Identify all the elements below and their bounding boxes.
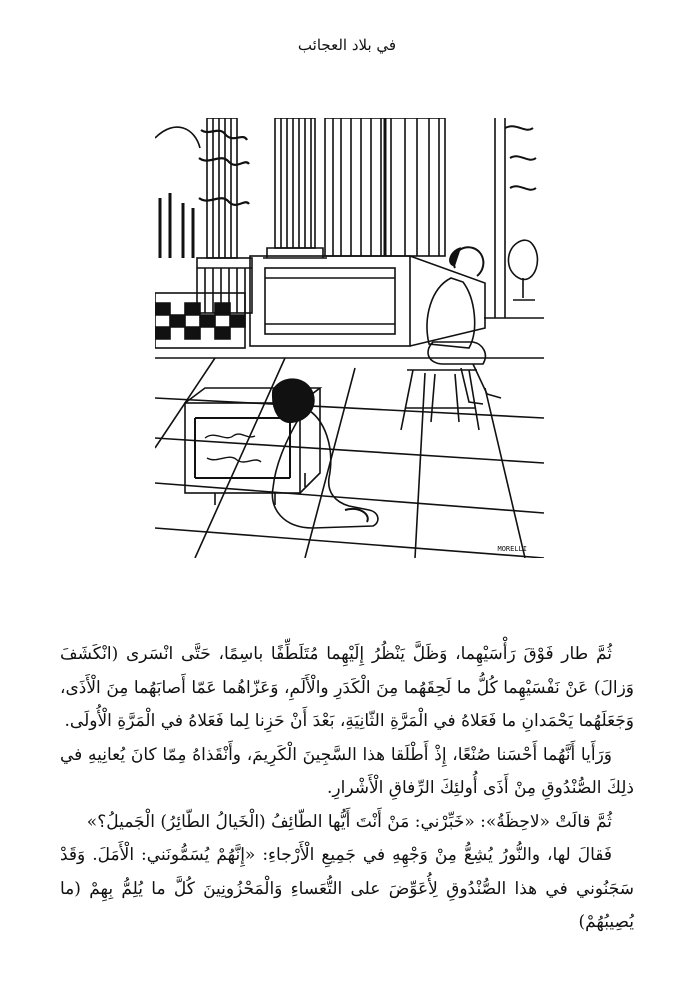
paragraph-4: فَقالَ لها، والنُّورُ يُشِعُّ مِنْ وَجْهِهِ في جَمِيعِ الْأَرْجاءِ: «إِنَّهُمْ يُسَمُّونَني: الْأَمَلَ. وَقَدْ سَجَنُوني في هذا الصُّنْدُوقِ لِأُعَوِّضَ على التُّعَساءِ وَالْمَحْزُونِينَ كُلَّ ما يُلِمُّ بِهِمْ (ما يُصِيبُهُمْ) [60,845,634,932]
illustration [155,118,544,558]
paragraph-1: ثُمَّ طار فَوْقَ رَأْسَيْهِما، وَظَلَّ يَنْظُرُ إِلَيْهِما مُتَلَطِّفًا باسِمًا، حَتَّى انْسَرى (انْكَشَفَ وَزالَ) عَنْ نَفْسَيْهِما كُلُّ ما لَحِقَهُما مِنَ الْكَدَرِ والْأَلَمِ، وَعَزّاهُما عَمّا أَصابَهُما مِنَ الْأَذَى، وَجَعَلَهُما يَحْمَدانِ ما فَعَلاهُ في الْمَرَّةِ الثّانِيَةِ، بَعْدَ أَنْ حَزِنا لِما فَعَلاهُ في الْمَرَّةِ الْأُولَى. [60,644,634,731]
illustration-signature: MORELLI [497,545,527,553]
running-head: في بلاد العجائب [297,36,397,54]
body-text [60,638,634,940]
illustration-drawing [155,118,544,558]
paragraph-3: ثُمَّ قالَتْ «لاحِظَةُ»: «خَبِّرْني: مَنْ أَنْتَ أَيُّها الطّائِفُ (الْخَيالُ الطّائِرُ) الْجَميلُ؟» [86,811,612,832]
paragraph-2: وَرَأَيا أَنَّهُما أَحْسَنا صُنْعًا، إِذْ أَطْلَقا هذا السَّجِينَ الْكَرِيمَ، وأَنْقَذاهُ مِمّا كانَ يُعانِيهِ في ذلِكَ الصُّنْدُوقِ مِنْ أَذَى أُولئِكَ الرِّفاقِ الْأَشْرارِ. [60,744,634,798]
